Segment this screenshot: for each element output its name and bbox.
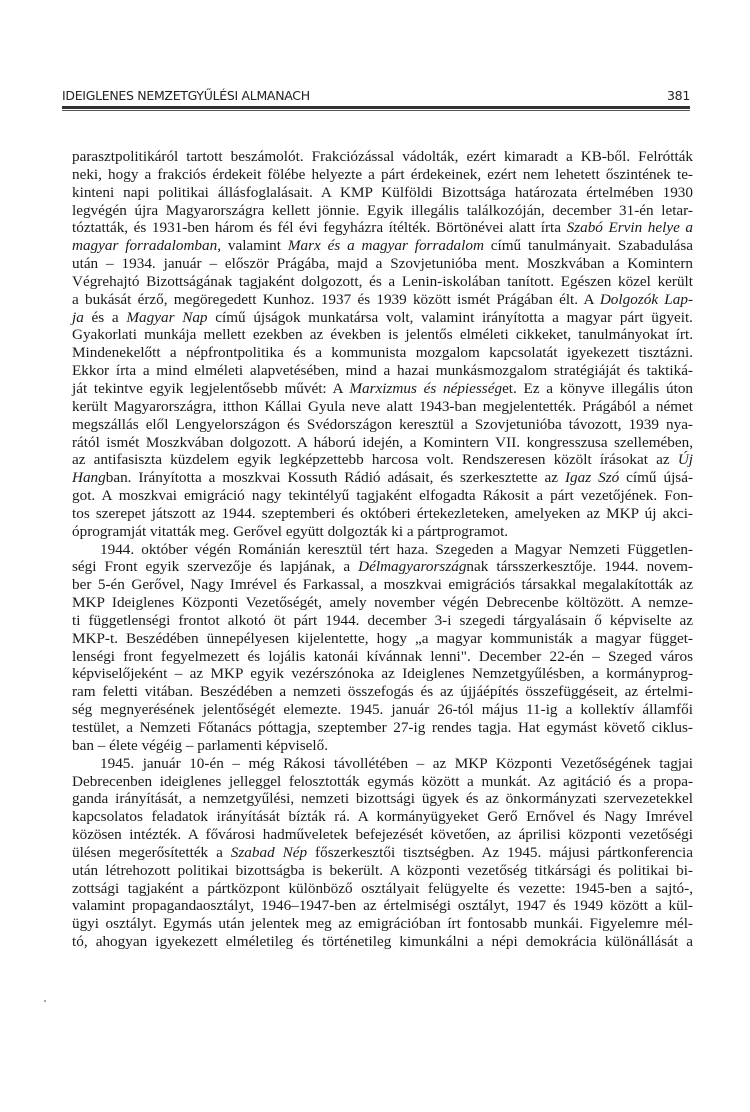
text-line	[72, 148, 693, 166]
text-line	[72, 790, 693, 808]
header-double-rule	[62, 106, 690, 112]
text-segment: ségi Front egyik szervezője és lapjának, a	[72, 558, 359, 576]
text-segment: megszállás elől Lengyelországon és Svédországon keresztül a Szovjetunióba távozott, 1939 nya-	[72, 415, 693, 433]
text-line	[72, 184, 693, 202]
text-line	[72, 683, 693, 701]
text-segment: ban. Irányította a moszkvai Kossuth Rádió adásait, és szerkesztette az	[105, 469, 565, 487]
text-segment: ülésen megerősítették a	[72, 843, 231, 861]
text-segment: tó, ahogyan igyekezett elméletileg és történetileg kimunkálni a népi demokrácia különállását a	[72, 933, 693, 951]
paragraph-first-line	[72, 755, 693, 773]
text-segment: ban – élete végéig – parlamenti képviselő.	[72, 736, 328, 754]
italic-title: Szabad Nép	[230, 843, 308, 861]
text-segment: című újsá-	[619, 469, 694, 487]
text-segment: 1945. január 10-én – még Rákosi távollétében – az MKP Központi Vezetőségének tagjai	[100, 754, 693, 772]
text-segment: ber 5-én Gerővel, Nagy Imrével és Farkassal, a moszkvai emigrációs társakkal megalakították az	[72, 576, 693, 594]
text-line	[72, 202, 693, 220]
text-segment: Mindenekelőtt a népfrontpolitika és a kommunista mozgalom kapcsolatát igyekezett tisztázni.	[72, 344, 693, 362]
text-line	[72, 291, 693, 309]
text-segment: got. A moszkvai emigráció nagy tekintélyű tagjaként elfogadta Rákosit a párt vezetőjének. Fon-	[72, 487, 693, 505]
text-segment: Végrehajtó Bizottságának tagjaként dolgozott, és a Lenin-iskolában tanított. Egészen közel került	[72, 272, 693, 290]
text-segment: Gyakorlati munkája mellett ezekben az években is jelentős elméleti cikkeket, tanulmányokat írt.	[72, 326, 693, 344]
italic-title: Új	[677, 451, 693, 469]
text-line	[72, 380, 693, 398]
text-segment: közösen intézték. A fővárosi hadműveletek befejezését követően, az áprilisi központi vezetőségi	[72, 826, 693, 844]
text-segment: után létrehozott politikai bizottságba is bekerült. A központi vezetőség titkársági és politikai bi-	[72, 861, 693, 879]
text-line	[72, 576, 693, 594]
margin-speck	[44, 1000, 46, 1002]
running-header-title: IDEIGLENES NEMZETGYŰLÉSI ALMANACH	[62, 88, 310, 103]
text-line	[72, 648, 693, 666]
italic-title: Hang	[72, 469, 106, 487]
text-line	[72, 434, 693, 452]
text-line	[72, 862, 693, 880]
text-segment: MKP Ideiglenes Központi Vezetőségét, amely november végén Debrecenbe költözött. A nemze-	[72, 594, 693, 612]
italic-title: Dolgozók Lap-	[599, 290, 693, 308]
body-text	[72, 148, 693, 951]
text-line	[72, 630, 693, 648]
text-line	[72, 451, 693, 469]
text-line	[72, 255, 693, 273]
text-segment: lenségi front fegyelmezett és lojális katonái kívánnak lenni". December 22-én – Szeged város	[72, 647, 693, 665]
italic-title: ja	[72, 308, 84, 326]
text-segment: legvégén újra Magyarországra kellett jönnie. Egyik illegális találkozóján, december 31-én letar-	[72, 201, 693, 219]
running-header	[62, 86, 690, 106]
text-segment: és a	[83, 308, 127, 326]
text-line	[72, 737, 693, 755]
text-segment: ram feletti vitában. Beszédében a nemzeti összefogás és az újjáépítés összefüggéseit, az értelmi-	[72, 683, 693, 701]
text-line	[72, 398, 693, 416]
text-segment: Debrecenben ideiglenes jelleggel felosztották egymás között a munkát. Az agitáció és a propa-	[72, 772, 693, 790]
text-segment: valamint	[221, 237, 288, 255]
text-segment: et. Ez a könyve illegális úton	[502, 379, 694, 397]
text-line	[72, 362, 693, 380]
text-segment: neki, hogy a frakciós érdekeit fölébe helyezte a párt érdekeinek, ezért nem lehetett őszintének te-	[72, 165, 693, 183]
text-line	[72, 897, 693, 915]
text-line	[72, 701, 693, 719]
text-line	[72, 558, 693, 576]
text-segment: után – 1934. január – először Prágába, majd a Szovjetunióba ment. Moszkvában a Komintern	[72, 255, 693, 273]
text-segment: valamint propagandaosztályt, 1946–1947-ben az értelmiségi osztályt, 1947 és 1949 között a kül-	[72, 897, 693, 915]
text-line	[72, 237, 693, 255]
text-segment: kapcsolatos feladatok irányítását bízták rá. A kormányügyeket Gerő Ernővel és Nagy Imrével	[72, 808, 693, 826]
text-line	[72, 505, 693, 523]
text-segment: című újságok munkatársa volt, valamint irányította a magyar párt ügyeit.	[207, 308, 693, 326]
text-segment: ti függetlenségi frontot alkotó öt párt 1944. december 3-i szegedi tárgyalásain ő képviselte az	[72, 611, 693, 629]
text-segment: zottsági tagjaként a pártközpont különböző osztályait felügyelte és vezette: 1945-ben a sajtó-,	[72, 879, 693, 897]
text-segment: testület, a Nemzeti Főtanács póttagja, szeptember 27-ig rendes tagja. Hat egymást követő ciklus-	[72, 719, 693, 736]
text-segment: tóztatták, és 1931-ben három és fél évi fegyházra ítélték. Börtönévei alatt írta	[72, 219, 567, 237]
italic-title: Délmagyarország	[358, 558, 467, 576]
text-line	[72, 665, 693, 683]
text-line	[72, 469, 693, 487]
text-segment: óprogramját vitatták meg. Gerővel együtt dolgozták ki a pártprogramot.	[72, 522, 509, 540]
page-number: 381	[667, 88, 690, 103]
italic-title: Marxizmus és népiesség	[349, 379, 503, 397]
text-line	[72, 612, 693, 630]
text-segment: ügyi osztályt. Egymás után jelentek meg az emigrációban írt fontosabb munkái. Figyelemre mél-	[72, 915, 693, 933]
text-line	[72, 594, 693, 612]
text-segment: nak társszerkesztője. 1944. novem-	[466, 558, 693, 576]
text-line	[72, 416, 693, 434]
italic-title: Magyar Nap	[126, 308, 208, 326]
italic-title: Szabó Ervin helye a	[566, 219, 693, 237]
text-line	[72, 219, 693, 237]
italic-title: Marx és a magyar forradalom	[287, 237, 484, 255]
text-line	[72, 326, 693, 344]
text-segment: Ekkor írta a mind elméleti alapvetésében, mind a hazai munkásmozgalom stratégiáját és taktiká-	[72, 362, 693, 380]
text-segment: MKP-t. Beszédében ünnepélyesen kijelentette, hogy „a magyar kommunisták a magyar függet-	[72, 629, 693, 647]
text-segment: című tanulmányait. Szabadulása	[483, 237, 693, 255]
text-line	[72, 844, 693, 862]
text-segment: a bukását érző, megöregedett Kunhoz. 1937 és 1939 között ismét Prágában élt. A	[72, 290, 600, 308]
text-segment: képviselőjeként – az MKP egyik vezérszónoka az Ideiglenes Nemzetgyűlésben, a kormányprog-	[72, 665, 693, 683]
text-segment: tos szerepet játszott az 1944. szeptemberi és októberi értekezleteken, amelyeken az MKP új akci-	[72, 504, 693, 522]
text-line	[72, 915, 693, 933]
paragraph-first-line	[72, 541, 693, 559]
text-segment: kinteni napi politikai állásfoglalásait. A KMP Külföldi Bizottsága határozata értelmében 1930	[72, 183, 693, 201]
text-segment: főszerkesztői tisztségben. Az 1945. májusi pártkonferencia	[307, 843, 694, 861]
text-line	[72, 344, 693, 362]
text-segment: ség megnyerésének jelentőségét elemezte. 1945. január 26-tól május 11-ig a kollektív államfői	[72, 701, 693, 719]
text-line	[72, 933, 693, 951]
header-rule-thick	[62, 106, 690, 109]
text-segment: ját tekintve egyik legjelentősebb művét: A	[72, 379, 350, 397]
text-line	[72, 773, 693, 791]
text-segment: parasztpolitikáról tartott beszámolót. Frakciózással vádolták, ezért kimaradt a KB-ből. Felrótták	[72, 148, 693, 165]
text-segment: 1944. október végén Románián keresztül tért haza. Szegeden a Magyar Nemzeti Független-	[100, 540, 693, 558]
italic-title: Igaz Szó	[564, 469, 620, 487]
text-line	[72, 487, 693, 505]
italic-title: magyar forradalomban,	[72, 237, 222, 255]
text-line	[72, 826, 693, 844]
text-line	[72, 309, 693, 327]
text-line	[72, 523, 693, 541]
text-segment: ganda irányítását, a nemzetgyűlési, nemzeti bizottsági ügyek és az önkormányzati szervezetekkel	[72, 790, 693, 808]
header-rule-thin	[62, 110, 690, 111]
text-segment: került Magyarországra, itthon Kállai Gyula neve alatt 1943-ban megjelentették. Prágából a német	[72, 397, 693, 415]
text-line	[72, 166, 693, 184]
text-segment: az antifasiszta küzdelem egyik legképzettebb harcosa volt. Rendszeresen közölt írásokat az	[72, 451, 678, 469]
text-line	[72, 880, 693, 898]
text-line	[72, 719, 693, 737]
text-line	[72, 273, 693, 291]
text-line	[72, 808, 693, 826]
text-segment: rától ismét Moszkvában dolgozott. A háború idején, a Komintern VII. kongresszusa szellemében,	[72, 433, 693, 451]
